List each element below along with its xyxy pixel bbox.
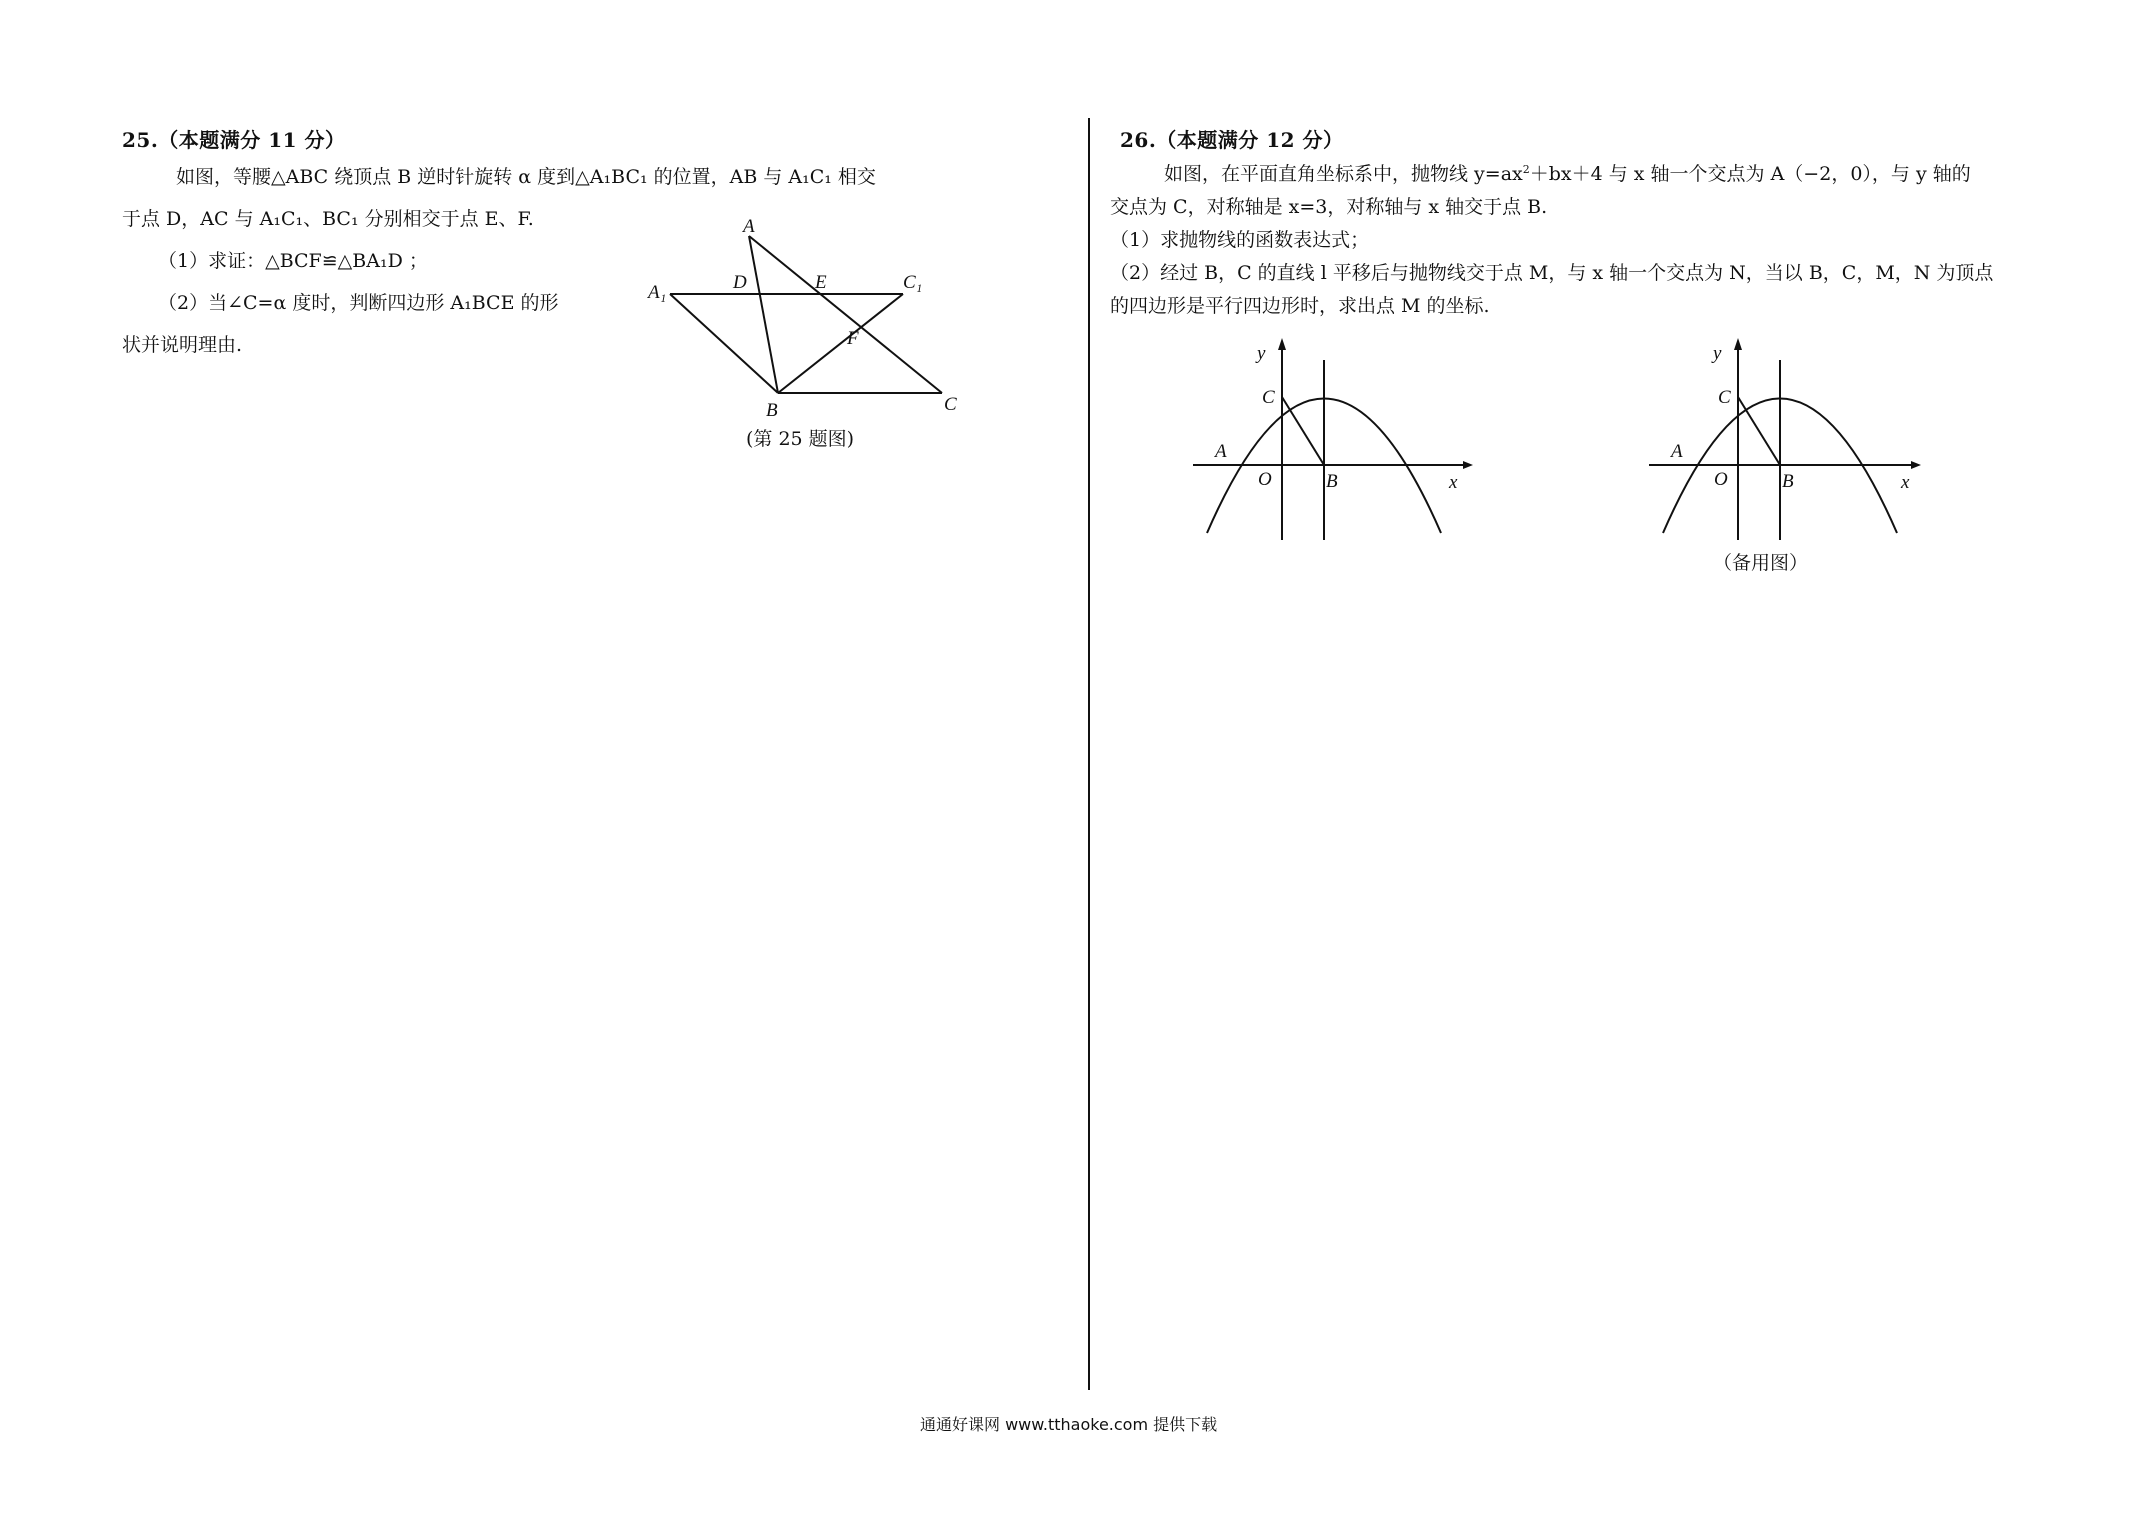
label-B: B xyxy=(766,400,778,421)
q26-figure-backup xyxy=(1641,330,1941,550)
q26-part2b: 的四边形是平行四边形时，求出点 M 的坐标. xyxy=(1110,295,1490,317)
q26-line1-sup: 2 xyxy=(1522,163,1530,176)
q25-part2a: （2）当∠C=α 度时，判断四边形 A₁BCE 的形 xyxy=(158,292,559,314)
label-C: C xyxy=(1718,387,1731,408)
q25-part2b: 状并说明理由. xyxy=(122,334,243,356)
seg-ac xyxy=(749,236,942,393)
q26-part2a: （2）经过 B，C 的直线 l 平移后与抛物线交于点 M，与 x 轴一个交点为 N，当以 B，C，M，N 为顶点 xyxy=(1110,262,1994,284)
q25-figure xyxy=(640,210,980,460)
label-C: C xyxy=(1262,387,1275,408)
label-x: x xyxy=(1901,472,1910,493)
footer-source: 通通好课网 www.tthaoke.com 提供下载 xyxy=(920,1415,1218,1434)
q25-line1: 如图，等腰△ABC 绕顶点 B 逆时针旋转 α 度到△A₁BC₁ 的位置，AB 与 A₁C₁ 相交 xyxy=(176,166,876,188)
q26-line1-pre: 如图，在平面直角坐标系中，抛物线 y=ax xyxy=(1164,163,1523,185)
q25-line2: 于点 D，AC 与 A₁C₁、BC₁ 分别相交于点 E、F. xyxy=(122,208,534,230)
x-axis-arrow xyxy=(1911,461,1921,469)
q26-line1 xyxy=(1110,153,1993,191)
label-A: A xyxy=(743,216,755,237)
y-axis-arrow xyxy=(1278,338,1286,350)
label-E: E xyxy=(815,272,827,293)
x-axis-arrow xyxy=(1463,461,1473,469)
label-C: C xyxy=(944,394,957,415)
label-x: x xyxy=(1449,472,1458,493)
q25-figure-caption: (第 25 题图) xyxy=(746,428,855,450)
label-A: A xyxy=(1215,441,1227,462)
label-O: O xyxy=(1258,469,1272,490)
label-A1: A₁ xyxy=(648,282,667,303)
q26-line1-post: ＋bx＋4 与 x 轴一个交点为 A（−2，0），与 y 轴的 xyxy=(1529,163,1971,185)
q25-title: 25.（本题满分 11 分） xyxy=(122,128,346,152)
seg-cb xyxy=(1738,397,1780,465)
q26-line2: 交点为 C，对称轴是 x=3，对称轴与 x 轴交于点 B. xyxy=(1110,196,1548,218)
q26-backup-caption: （备用图） xyxy=(1713,552,1809,574)
label-y: y xyxy=(1257,343,1266,364)
label-D: D xyxy=(733,272,747,293)
column-divider xyxy=(1088,118,1090,1390)
q26-part1: （1）求抛物线的函数表达式； xyxy=(1110,229,1370,251)
seg-cb xyxy=(1282,397,1324,465)
label-B: B xyxy=(1782,471,1794,492)
q26-title: 26.（本题满分 12 分） xyxy=(1120,128,1344,152)
seg-bc1 xyxy=(778,294,903,393)
label-C1: C₁ xyxy=(903,272,923,293)
label-O: O xyxy=(1714,469,1728,490)
y-axis-arrow xyxy=(1734,338,1742,350)
q25-part1: （1）求证：△BCF≌△BA₁D ； xyxy=(158,250,428,272)
label-y: y xyxy=(1713,343,1722,364)
label-B: B xyxy=(1326,471,1338,492)
q26-body xyxy=(1110,153,1993,323)
label-A: A xyxy=(1671,441,1683,462)
q26-figure-main xyxy=(1185,330,1485,550)
label-F: F xyxy=(847,328,859,349)
